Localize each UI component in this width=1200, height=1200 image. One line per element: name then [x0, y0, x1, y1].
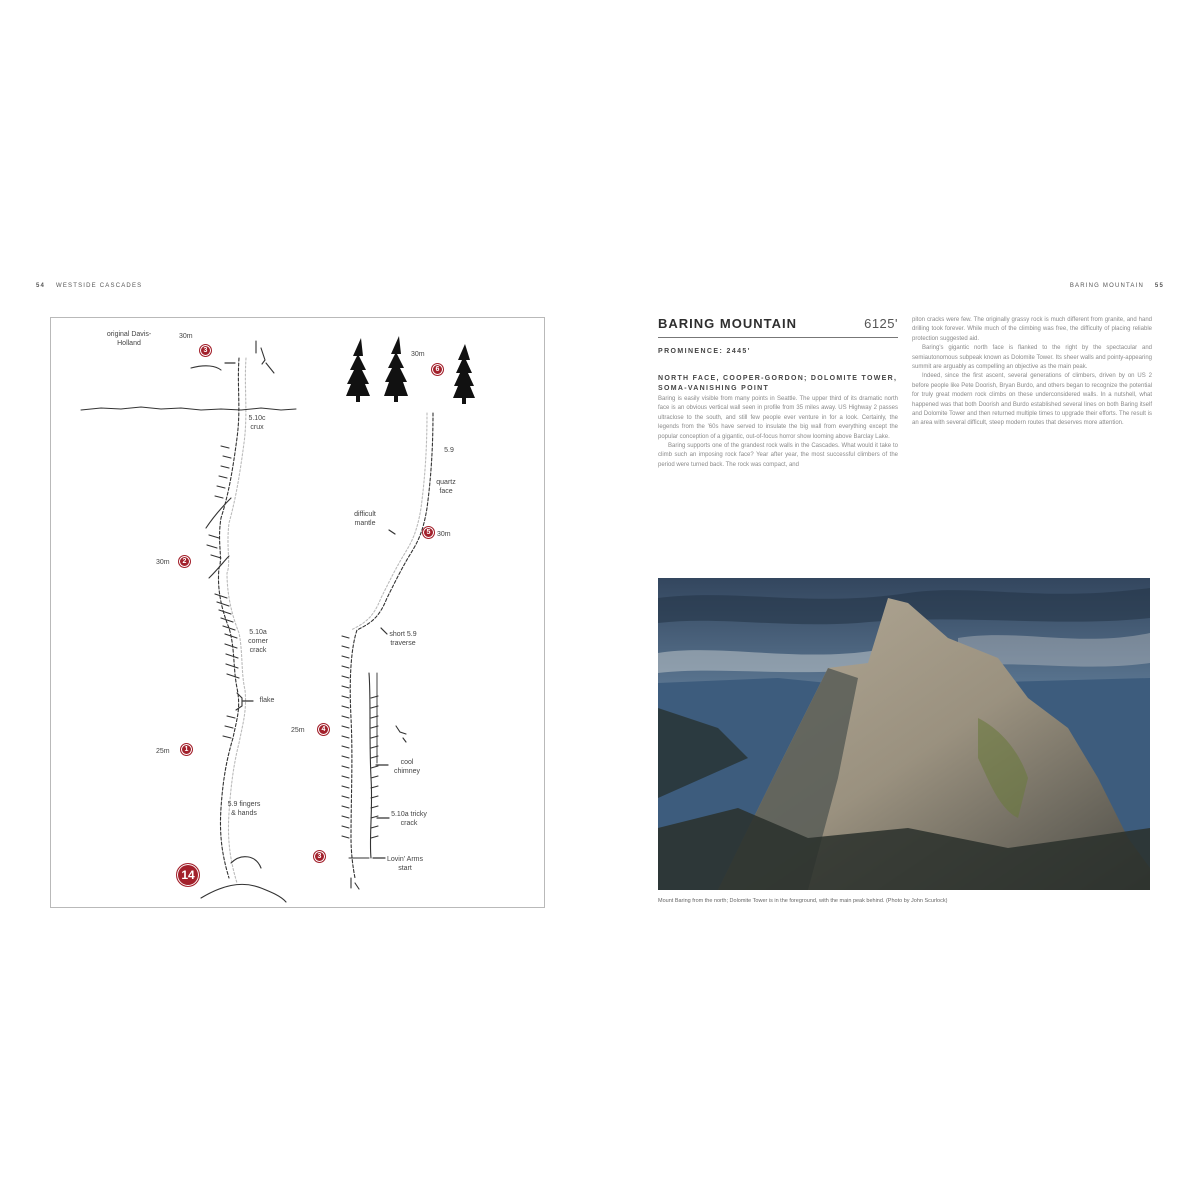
belay-marker: 6 [431, 363, 444, 376]
pitch-length: 30m [179, 333, 193, 340]
running-head-right [1070, 283, 1164, 289]
belay-marker: 1 [180, 743, 193, 756]
topo-label-difficult-mantle: difficult mantle [354, 511, 376, 527]
page-number-left: 54 [36, 283, 46, 289]
paragraph: Indeed, since the first ascent, several generations of climbers, driven by on US 2 before people like Pete Doorish, Bryan Burdo, and others began to recognize the potential for truly great modern rock climbs on these underconsidered walls. In a nutshell, what happened was that both Doorish and Burdo established several lines on both Baring itself and Dolomite Tower and then returned multiple times to upgrade their efforts. The result is an area with several difficult, steep modern routes that deserves more attention. [912, 373, 1152, 427]
topo-label-flake: flake [259, 697, 275, 704]
topo-label-crux: 5.10c crux [248, 415, 266, 431]
body-column-2 [912, 316, 1152, 429]
topo-lines [51, 318, 544, 907]
topo-label-short-traverse: short 5.9 traverse [389, 631, 417, 647]
belay-marker: 3 [313, 850, 326, 863]
body-column-1 [658, 395, 898, 470]
topo-label-original: original Davis-Holland [106, 331, 152, 347]
running-head-left [36, 283, 142, 289]
peak-title-row [658, 316, 898, 331]
section-title-right: BARING MOUNTAIN [1069, 283, 1145, 289]
pitch-length: 30m [411, 351, 425, 358]
belay-marker: 3 [199, 344, 212, 357]
page-number-right: 55 [1154, 283, 1164, 289]
pitch-length: 30m [437, 531, 451, 538]
route-topo-diagram [50, 317, 545, 908]
route-heading: NORTH FACE, COOPER-GORDON; DOLOMITE TOWER, SOMA-VANISHING POINT [658, 375, 898, 392]
topo-label-tricky-crack: 5.10a tricky crack [391, 811, 427, 827]
topo-label-corner-crack: 5.10a corner crack [248, 629, 268, 654]
paragraph: Baring is easily visible from many points in Seattle. The upper third of its dramatic north face is an obvious vertical wall seen in profile from 35 miles away. US Highway 2 passes ultraclose to the south, and still few people ever venture in for a look. Certainly, the legends from the '60s have served to insulate the big wall from everything except the popular conception of a gigantic, out-of-focus horror show looming above Barclay Lake. [658, 396, 898, 440]
mountain-photo [658, 578, 1150, 890]
mountain-photo-illustration [658, 578, 1150, 890]
pitch-length: 25m [156, 748, 170, 755]
route-number-badge: 14 [176, 863, 200, 887]
belay-marker: 2 [178, 555, 191, 568]
section-title-left: WESTSIDE CASCADES [55, 283, 143, 289]
topo-label-quartz-face: quartz face [436, 479, 456, 495]
pitch-length: 30m [156, 559, 170, 566]
title-divider [658, 337, 898, 338]
belay-marker: 4 [317, 723, 330, 736]
prominence: PROMINENCE: 2445' [658, 348, 751, 355]
paragraph: Baring supports one of the grandest rock walls in the Cascades. What would it take to climb such an imposing rock face? Year after year, the most successful climbers of the period were turned back. The rock was compact, and [658, 443, 898, 468]
paragraph: Baring's gigantic north face is flanked to the right by the spectacular and semiautonomous subpeak known as Dolomite Tower. Its sheer walls and pointy-appearing summit are arguably as compelling an objective as the main peak. [912, 345, 1152, 371]
belay-marker: 5 [422, 526, 435, 539]
topo-label-fingers-hands: 5.9 fingers & hands [227, 801, 261, 817]
topo-label-cool-chimney: cool chimney [393, 759, 421, 775]
paragraph: piton cracks were few. The originally grassy rock is much different from granite, and hand drilling took forever. While much of the climbing was free, the difficulty of placing reliable protection suggested aid. [912, 317, 1152, 342]
peak-elevation: 6125' [864, 316, 898, 331]
topo-label-5-9: 5.9 [444, 447, 454, 454]
pitch-length: 25m [291, 727, 305, 734]
peak-name: BARING MOUNTAIN [658, 316, 797, 331]
photo-caption: Mount Baring from the north; Dolomite Tower is in the foreground, with the main peak behind. (Photo by John Scurlock) [658, 898, 948, 904]
topo-label-lovin-arms-start: Lovin' Arms start [387, 856, 423, 872]
